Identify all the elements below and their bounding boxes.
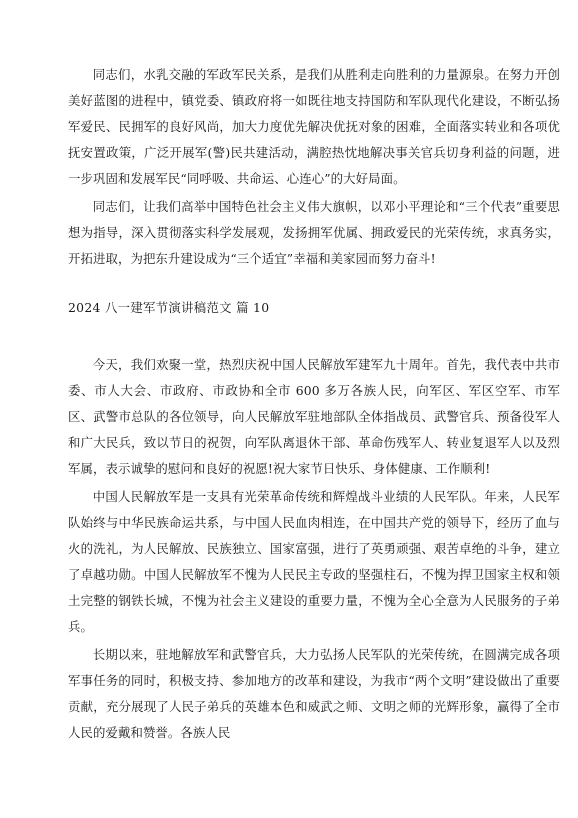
document-body [68,62,560,746]
paragraph-call-to-action: 同志们，让我们高举中国特色社会主义伟大旗帜，以邓小平理论和“三个代表”重要思想为指导，深入贯彻落实科学发展观，发扬拥军优属、拥政爱民的光荣传统，求真务实，开拓进取，为把东升建设成为“三个适宜”幸福和美家园而努力奋斗! [68,199,560,266]
paragraph-local-support: 长期以来，驻地解放军和武警官兵，大力弘扬人民军队的光荣传统，在圆满完成各项军事任务的同时，积极支持、参加地方的改革和建设，为我市“两个文明”建设做出了重要贡献，充分展现了人民子弟兵的英雄本色和威武之师、文明之师的光辉形象，赢得了全市人民的爱戴和赞誉。各族人民 [68,647,560,740]
spacer [68,321,560,352]
paragraph-military-civil-relations: 同志们，水乳交融的军政军民关系，是我们从胜利走向胜利的力量源泉。在努力开创美好蓝图的进程中，镇党委、镇政府将一如既往地支持国防和军队现代化建设，不断弘扬军爱民、民拥军的良好风尚，加大力度优先解决优抚对象的困难，全面落实转业和各项优抚安置政策，广泛开展军(警)民共建活动，满腔热忱地解决事关官兵切身利益的问题，进一步巩固和发展军民“同呼吸、共命运、心连心”的大好局面。 [68,67,560,186]
paragraph-greeting: 今天，我们欢聚一堂，热烈庆祝中国人民解放军建军九十周年。首先，我代表中共市委、市人大会、市政府、市政协和全市 600 多万各族人民，向军区、军区空军、市军区、武警市总队的各位领导，向人民解放军驻地部队全体指战员、武警官兵、预备役军人和广大民兵，致以节日的祝贺，向军队离退休干部、革命伤残军人、转业复退军人以及烈军属，表示诚挚的慰问和良好的祝愿!祝大家节日快乐、身体健康、工作顺利! [68,357,560,476]
spacer [68,272,560,295]
paragraph-pla-history: 中国人民解放军是一支具有光荣革命传统和辉煌战斗业绩的人民军队。年来，人民军队始终与中华民族命运共系，与中国人民血肉相连，在中国共产党的领导下，经历了血与火的洗礼，为人民解放、民族独立、国家富强，进行了英勇顽强、艰苦卓绝的斗争，建立了卓越功勋。中国人民解放军不愧为人民民主专政的坚强柱石，不愧为捍卫国家主权和领土完整的钢铁长城，不愧为社会主义建设的重要力量，不愧为全心全意为人民服务的子弟兵。 [68,489,560,634]
section-title: 2024 八一建军节演讲稿范文 篇 10 [68,300,270,315]
